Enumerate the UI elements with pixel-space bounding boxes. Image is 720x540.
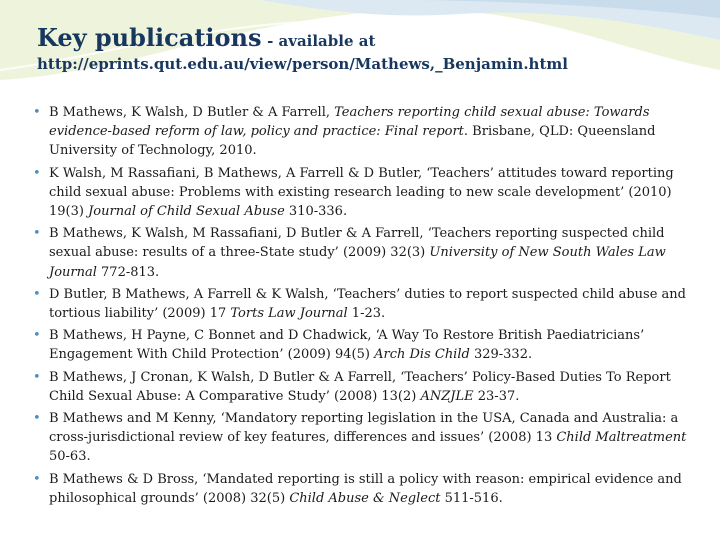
citation-text: 50-63. (49, 449, 91, 465)
publication-item (32, 285, 702, 323)
bullet-icon: • (33, 105, 41, 120)
page-subtitle: - available at (267, 32, 376, 50)
publication-item (32, 470, 702, 508)
page-title: Key publications (37, 23, 262, 52)
bullet-icon: • (33, 165, 41, 181)
citation-text: 310-336. (284, 204, 348, 220)
citation-italic: University of New South Wales Law Journal (49, 245, 666, 280)
citation-text: 511-516. (440, 490, 503, 506)
citation-italic: Journal of Child Sexual Abuse (88, 204, 285, 220)
page-title-line (37, 24, 697, 53)
citation-italic: ANZJLE (420, 388, 474, 404)
bullet-icon: • (33, 226, 41, 242)
citation-italic: Child Abuse & Neglect (289, 490, 441, 506)
slide-header (37, 24, 697, 73)
citation-text: B Mathews, J Cronan, K Walsh, D Butler & A Farrell, ‘Teachers’ Policy-Based Duties To Report Child Sexual Abuse: A Comparative Study’ (2008) 13(2) (49, 369, 671, 404)
bullet-icon: • (33, 286, 41, 302)
citation-text: B Mathews, K Walsh, M Rassafiani, D Butler & A Farrell, ‘Teachers reporting suspected child sexual abuse: results of a three-State study’ (2009) 32(3) (49, 226, 665, 261)
citation-text: B Mathews and M Kenny, ‘Mandatory reporting legislation in the USA, Canada and Australia: a cross-jurisdictional review of key features, differences and issues’ (2008) 13 (49, 411, 679, 446)
bullet-icon: • (33, 411, 41, 427)
citation-italic: Teachers reporting child sexual abuse: Towards evidence-based reform of law, policy and practice: Final report (49, 105, 650, 140)
citation-text: D Butler, B Mathews, A Farrell & K Walsh, ‘Teachers’ duties to report suspected child abuse and tortious liability’ (2009) 17 (49, 286, 686, 322)
citation-text: K Walsh, M Rassafiani, B Mathews, A Farrell & D Butler, ‘Teachers’ attitudes toward reporting child sexual abuse: Problems with existing research leading to new scale development’ (2010) 19(3) (49, 165, 674, 220)
citation-text: . Brisbane, QLD: Queensland University of Technology, 2010. (49, 124, 656, 159)
citation-italic: Torts Law Journal (230, 306, 348, 322)
bullet-icon: • (33, 369, 41, 385)
citation-text: 329-332. (469, 347, 533, 363)
publication-item (32, 164, 702, 222)
citation-text: 23-37. (473, 388, 520, 404)
bullet-icon: • (33, 471, 41, 487)
bullet-icon: • (33, 328, 41, 344)
eprints-url: http://eprints.qut.edu.au/view/person/Mathews,_Benjamin.html (37, 54, 568, 73)
publication-item (32, 326, 702, 364)
publication-item (32, 409, 702, 467)
citation-italic: Child Maltreatment (556, 430, 687, 446)
publication-item (32, 224, 702, 282)
citation-text: B Mathews, K Walsh, D Butler & A Farrell, (49, 105, 335, 120)
citation-italic: Arch Dis Child (374, 347, 470, 363)
citation-text: B Mathews, H Payne, C Bonnet and D Chadwick, ‘A Way To Restore British Paediatricians’ Engagement With Child Protection’ (2009) 94(5) (49, 328, 645, 363)
citation-text: 772-813. (96, 264, 160, 280)
publication-item (32, 368, 702, 406)
citation-text: B Mathews & D Bross, ‘Mandated reporting is still a policy with reason: empirical evidence and philosophical grounds’ (2008) 32(5) (49, 471, 682, 506)
citation-text: 1-23. (347, 306, 386, 322)
publication-item (32, 103, 702, 161)
publication-list (32, 103, 702, 511)
